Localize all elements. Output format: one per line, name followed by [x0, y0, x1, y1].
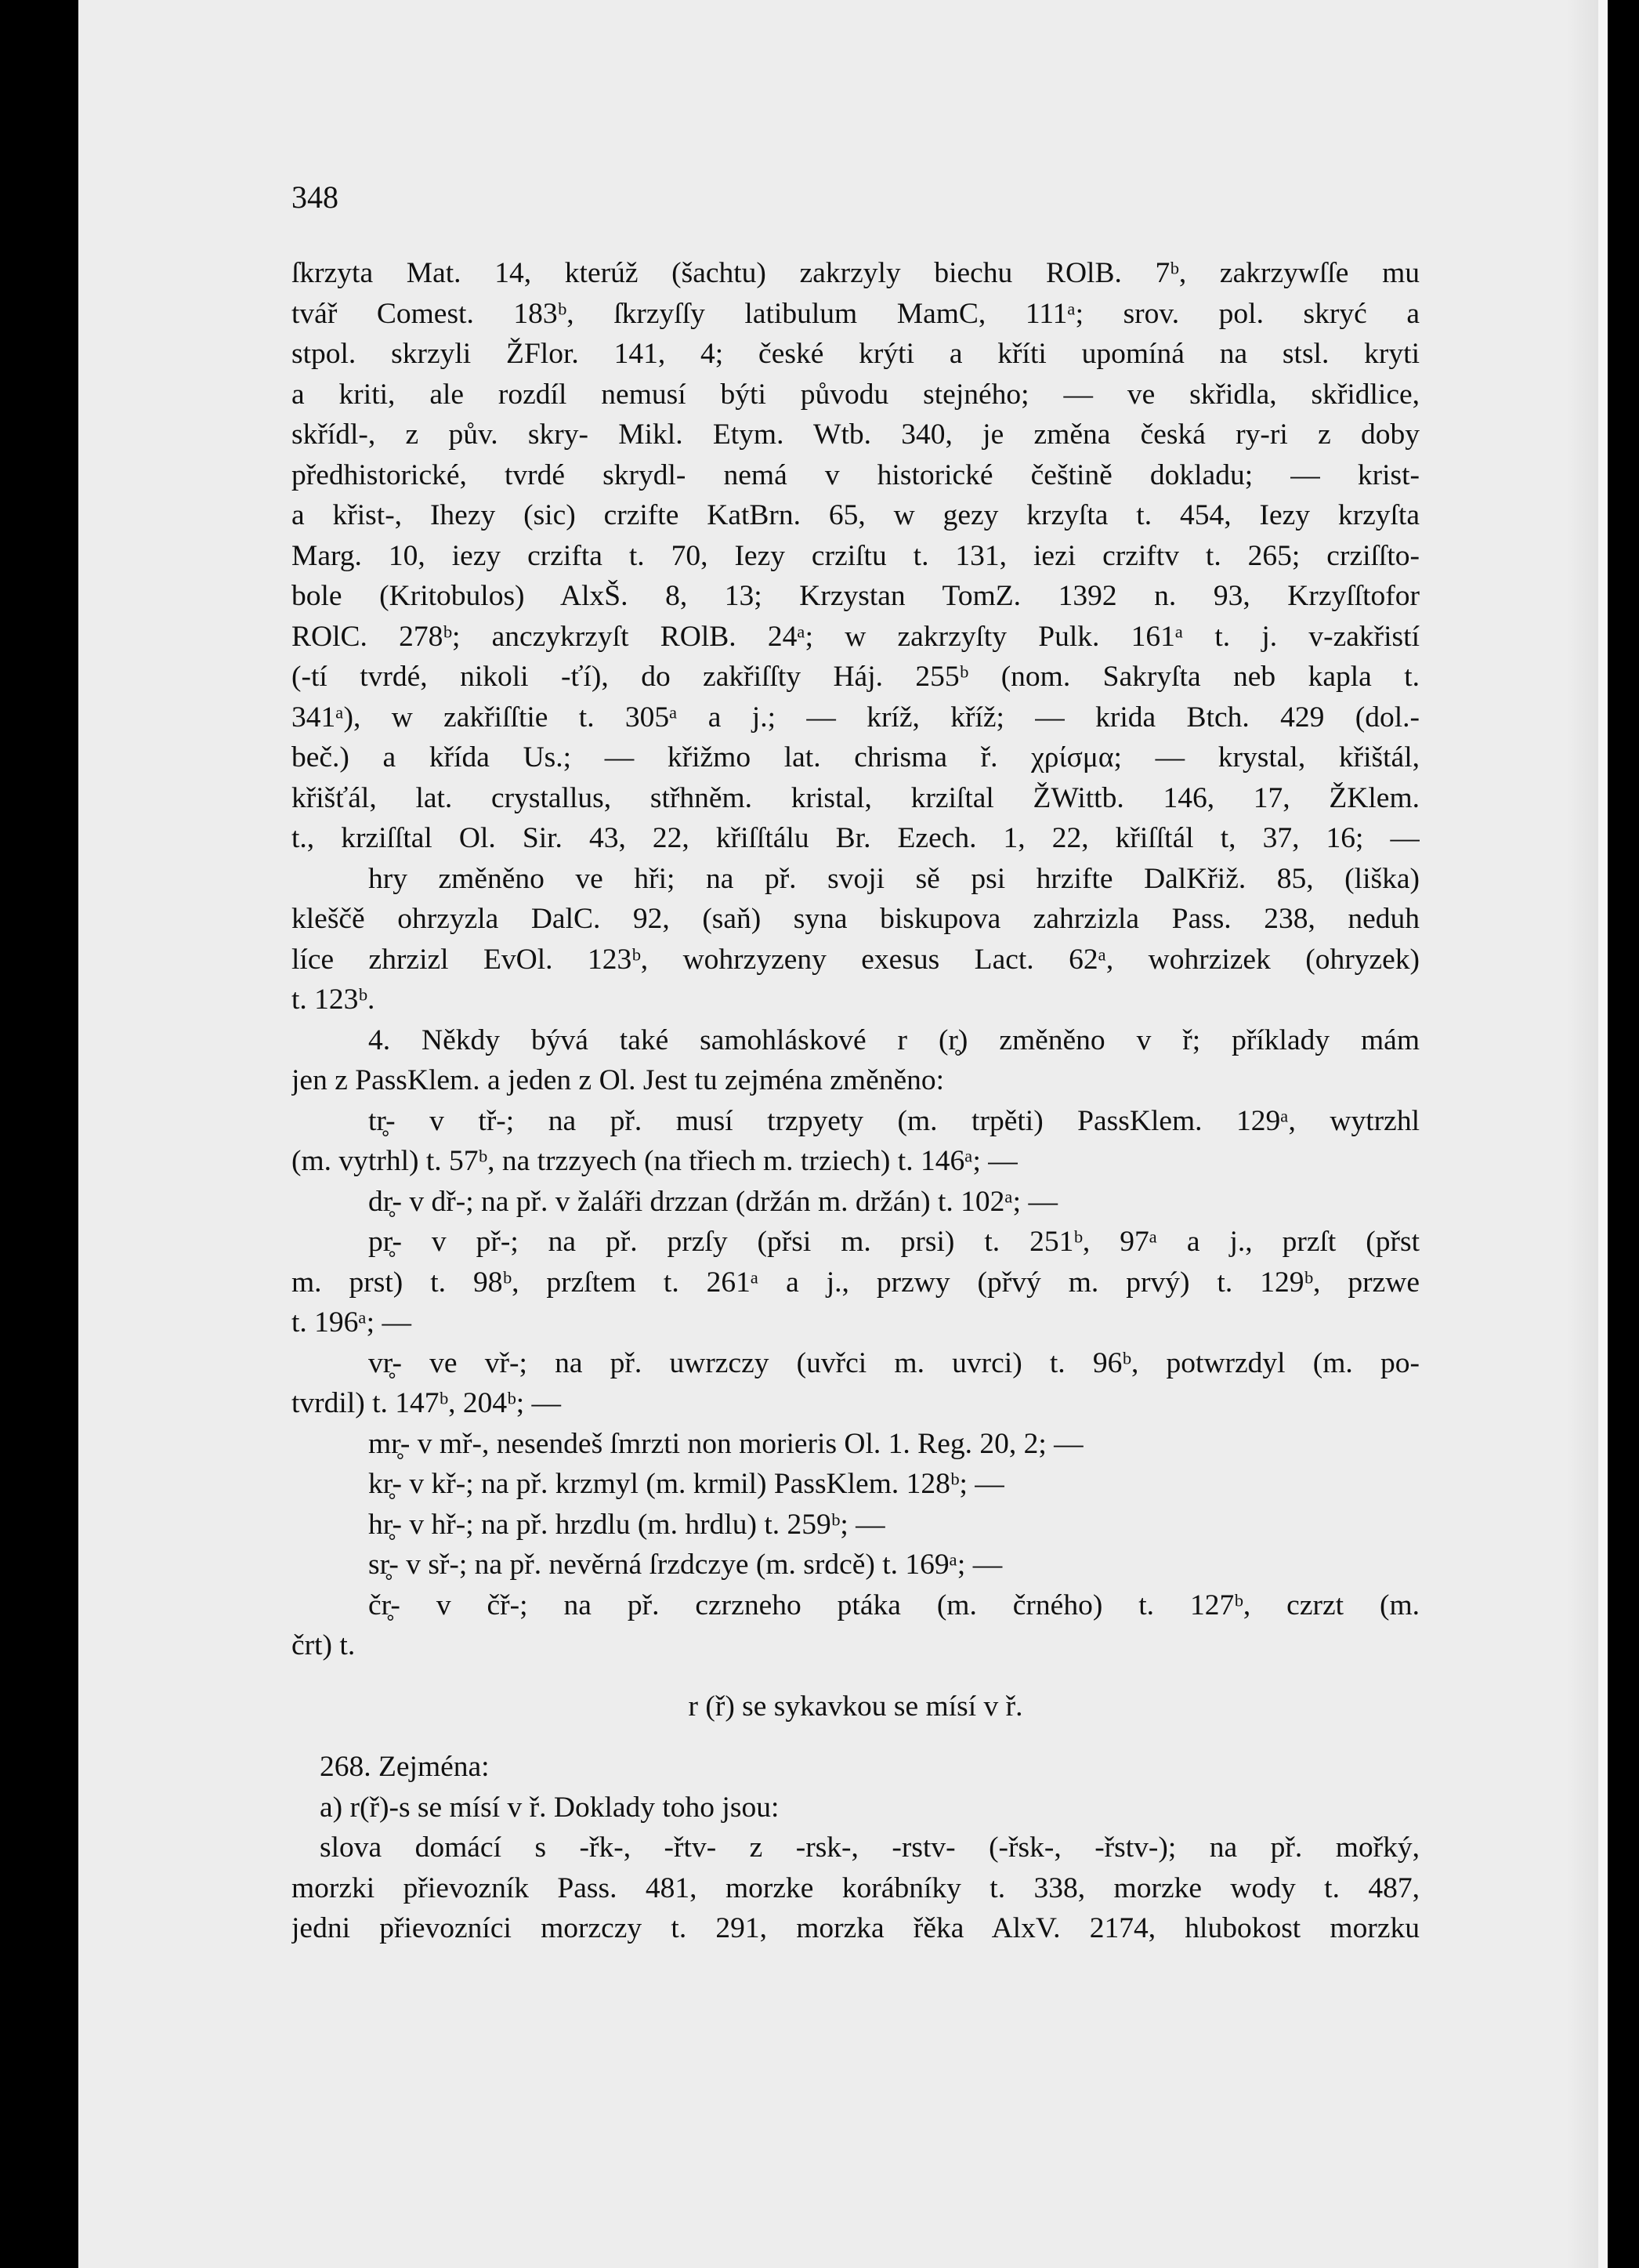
example-line: sr̥- v sř-; na př. nevěrná ſrzdczye (m. srdcě) t. 169ᵃ; —: [368, 1549, 1003, 1581]
text-line: a kriti, ale rozdíl nemusí býti původu stejného; — ve skřidla, skřidlice,: [291, 378, 1420, 411]
page-number: 348: [291, 179, 338, 215]
text-line: črt) t.: [291, 1629, 356, 1661]
text-line: kleščě ohrzyzla DalC. 92, (saň) syna biskupova zahrzizla Pass. 238, neduh: [291, 903, 1420, 935]
text-line: t. 123ᵇ.: [291, 984, 375, 1016]
text-line: předhistorické, tvrdé skrydl- nemá v historické češtině dokladu; — krist-: [291, 458, 1420, 491]
text-line: hry změněno ve hři; na př. svoji sě psi hrzifte DalKřiž. 85, (liška): [368, 862, 1420, 895]
text-line: 341ᵃ), w zakřiſſtie t. 305ᵃ a j.; — kríž, kříž; — krida Btch. 429 (dol.-: [291, 701, 1420, 734]
text-line: (m. vytrhl) t. 57ᵇ, na trzzyech (na třiech m. trziech) t. 146ᵃ; —: [291, 1145, 1018, 1177]
text-line: ſkrzyta Mat. 14, kterúž (šachtu) zakrzyly biechu ROlB. 7ᵇ, zakrzywſſe mu: [291, 257, 1420, 289]
text-line: křišťál, lat. crystallus, střhněm. kristal, krziſtal ŽWittb. 146, 17, ŽKlem.: [291, 781, 1420, 814]
paragraph-start: 4. Někdy bývá také samohláskové r (r̥) změněno v ř; příklady mám: [368, 1023, 1420, 1056]
text-line: beč.) a křída Us.; — křižmo lat. chrisma ř. χρίσμα; — krystal, křištál,: [291, 741, 1420, 774]
section-number: 268. Zejména:: [320, 1751, 490, 1783]
next-page-edge: [1598, 0, 1608, 2268]
section-heading: r (ř) se sykavkou se mísí v ř.: [688, 1690, 1023, 1723]
text-line: ROlC. 278ᵇ; anczykrzyſt ROlB. 24ᵃ; w zakrzyſty Pulk. 161ᵃ t. j. v-zakřistí: [291, 620, 1420, 653]
text-line: morzki přievozník Pass. 481, morzke korábníky t. 338, morzke wody t. 487,: [291, 1871, 1420, 1904]
text-line: stpol. skrzyli ŽFlor. 141, 4; české krýti a kříti upomíná na stsl. kryti: [291, 338, 1420, 370]
text-line: t., krziſſtal Ol. Sir. 43, 22, křiſſtálu Br. Ezech. 1, 22, křiſſtál t, 37, 16; —: [291, 822, 1420, 854]
text-line: m. prst) t. 98ᵇ, przſtem t. 261ᵃ a j., przwy (přvý m. prvý) t. 129ᵇ, przwe: [291, 1266, 1420, 1299]
text-line: jen z PassKlem. a jeden z Ol. Jest tu zejména změněno:: [291, 1064, 945, 1096]
text-line: (-tí tvrdé, nikoli -ťí), do zakřiſſty Háj. 255ᵇ (nom. Sakryſta neb kapla t.: [291, 661, 1420, 693]
example-line: vr̥- ve vř-; na př. uwrzczy (uvřci m. uvrci) t. 96ᵇ, potwrzdyl (m. po-: [368, 1346, 1420, 1379]
text-line: tvář Comest. 183ᵇ, ſkrzyſſy latibulum MamC, 111ᵃ; srov. pol. skryć a: [291, 297, 1420, 330]
text-line: a křist-, Ihezy (sic) crzifte KatBrn. 65, w gezy krzyſta t. 454, Iezy krzyſta: [291, 499, 1420, 531]
text-line: slova domácí s -řk-, -řtv- z -rsk-, -rstv- (-řsk-, -řstv-); na př. mořký,: [320, 1831, 1420, 1864]
example-line: hr̥- v hř-; na př. hrzdlu (m. hrdlu) t. 259ᵇ; —: [368, 1508, 885, 1541]
text-line: Marg. 10, iezy crzifta t. 70, Iezy crziſtu t. 131, iezi crziftv t. 265; crziſſto-: [291, 539, 1420, 572]
text-line: skřídl-, z pův. skry- Mikl. Etym. Wtb. 340, je změna česká ry-ri z doby: [291, 418, 1420, 451]
subsection-a: a) r(ř)-s se mísí v ř. Doklady toho jsou:: [320, 1791, 780, 1824]
text-line: t. 196ᵃ; —: [291, 1306, 411, 1339]
body-text: [291, 253, 1420, 1949]
example-line: kr̥- v kř-; na př. krzmyl (m. krmil) PassKlem. 128ᵇ; —: [368, 1468, 1004, 1500]
text-line: bole (Kritobulos) AlxŠ. 8, 13; Krzystan TomZ. 1392 n. 93, Krzyſſtofor: [291, 580, 1420, 612]
example-line: pr̥- v př-; na př. przſy (přsi m. prsi) t. 251ᵇ, 97ᵃ a j., przſt (přst: [368, 1226, 1420, 1258]
text-line: líce zhrzizl EvOl. 123ᵇ, wohrzyzeny exesus Lact. 62ᵃ, wohrzizek (ohryzek): [291, 943, 1420, 976]
text-line: jedni přievozníci morzczy t. 291, morzka řěka AlxV. 2174, hlubokost morzku: [291, 1912, 1420, 1944]
text-line: tvrdil) t. 147ᵇ, 204ᵇ; —: [291, 1387, 562, 1419]
example-line: čr̥- v čř-; na př. czrzneho ptáka (m. črného) t. 127ᵇ, czrzt (m.: [368, 1589, 1420, 1621]
example-line: tr̥- v tř-; na př. musí trzpyety (m. trpěti) PassKlem. 129ᵃ, wytrzhl: [368, 1104, 1420, 1137]
example-line: dr̥- v dř-; na př. v žaláři drzzan (držán m. držán) t. 102ᵃ; —: [368, 1185, 1058, 1218]
example-line: mr̥- v mř-, nesendeš ſmrzti non morieris Ol. 1. Reg. 20, 2; —: [368, 1427, 1084, 1460]
